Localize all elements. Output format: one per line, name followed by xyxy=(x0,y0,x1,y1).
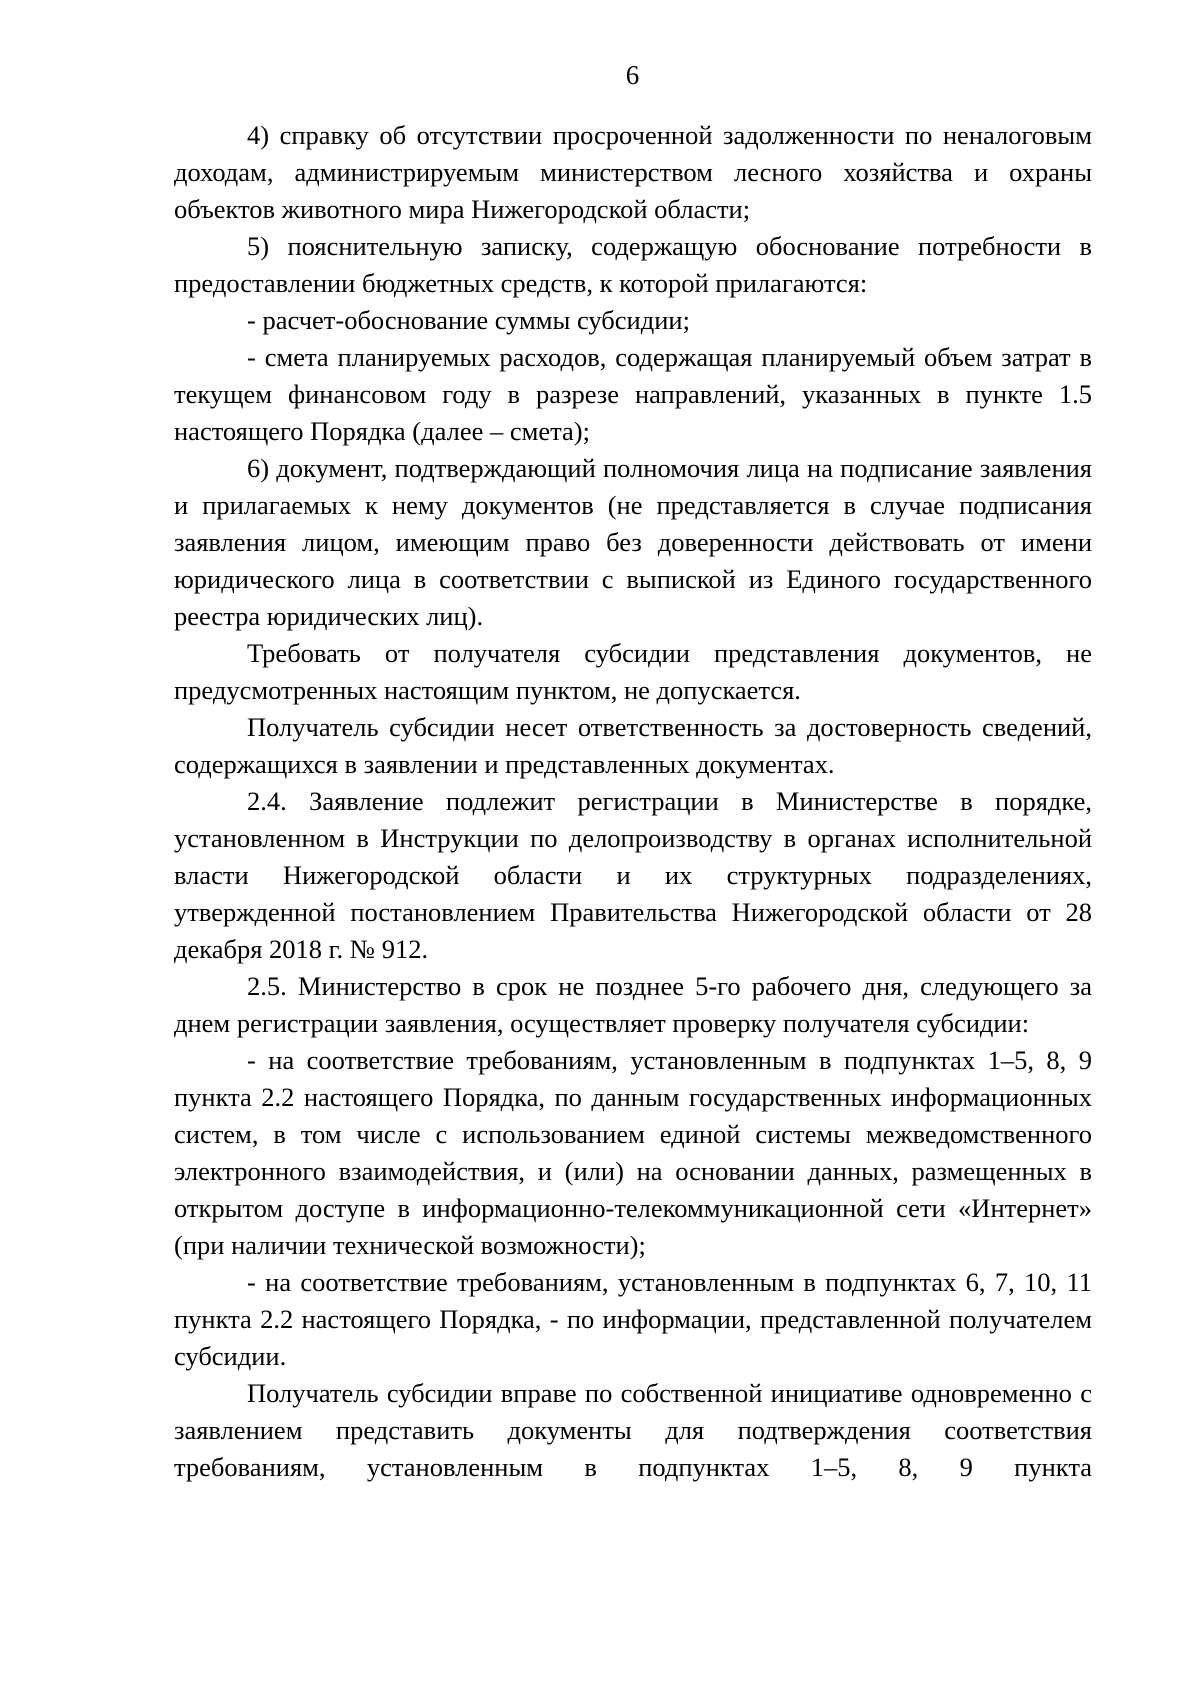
paragraph-2-4-registration: 2.4. Заявление подлежит регистрации в Министерстве в порядке, установленном в Инструкции по делопроизводству в органах исполнительной власти Нижегородской области и их структурных подразделениях, утвержденной постановлением Правительства Нижегородской области от 28 декабря 2018 г. № 912. xyxy=(174,786,1092,964)
paragraph-estimate: - смета планируемых расходов, содержащая планируемый объем затрат в текущем финансовом году в разрезе направлений, указанных в пункте 1.5 настоящего Порядка (далее – смета); xyxy=(174,342,1092,446)
paragraph-responsibility: Получатель субсидии несет ответственность за достоверность сведений, содержащихся в заявлении и представленных документах. xyxy=(174,712,1092,779)
paragraph-prohibition: Требовать от получателя субсидии представления документов, не предусмотренных настоящим пунктом, не допускается. xyxy=(174,638,1092,705)
paragraph-item-6-authority-document: 6) документ, подтверждающий полномочия лица на подписание заявления и прилагаемых к нему документов (не представляется в случае подписания заявления лицом, имеющим право без доверенности действовать от имени юридического лица в соответствии с выпиской из Единого государственного реестра юридических лиц). xyxy=(174,453,1092,631)
page-number: 6 xyxy=(625,60,640,90)
paragraph-own-initiative: Получатель субсидии вправе по собственной инициативе одновременно с заявлением представить документы для подтверждения соответствия требованиям, установленным в подпунктах 1–5, 8, 9 пункта xyxy=(174,1378,1092,1482)
paragraph-requirements-6-7-10-11: - на соответствие требованиям, установленным в подпунктах 6, 7, 10, 11 пункта 2.2 настоящего Порядка, - по информации, представленной получателем субсидии. xyxy=(174,1267,1092,1371)
paragraph-item-4-certificate: 4) справку об отсутствии просроченной задолженности по неналоговым доходам, администрируемым министерством лесного хозяйства и охраны объектов животного мира Нижегородской области; xyxy=(174,120,1092,224)
paragraph-item-5-explanatory-note: 5) пояснительную записку, содержащую обоснование потребности в предоставлении бюджетных средств, к которой прилагаются: xyxy=(174,231,1092,298)
paragraph-requirements-1-5-8-9: - на соответствие требованиям, установленным в подпунктах 1–5, 8, 9 пункта 2.2 настоящего Порядка, по данным государственных информационных систем, в том числе с использованием единой системы межведомственного электронного взаимодействия, и (или) на основании данных, размещенных в открытом доступе в информационно-телекоммуникационной сети «Интернет» (при наличии технической возможности); xyxy=(174,1045,1092,1260)
body-text xyxy=(174,117,1092,1486)
paragraph-calculation: - расчет-обоснование суммы субсидии; xyxy=(247,305,690,335)
paragraph-2-5-verification: 2.5. Министерство в срок не позднее 5-го рабочего дня, следующего за днем регистрации заявления, осуществляет проверку получателя субсидии: xyxy=(174,971,1092,1038)
